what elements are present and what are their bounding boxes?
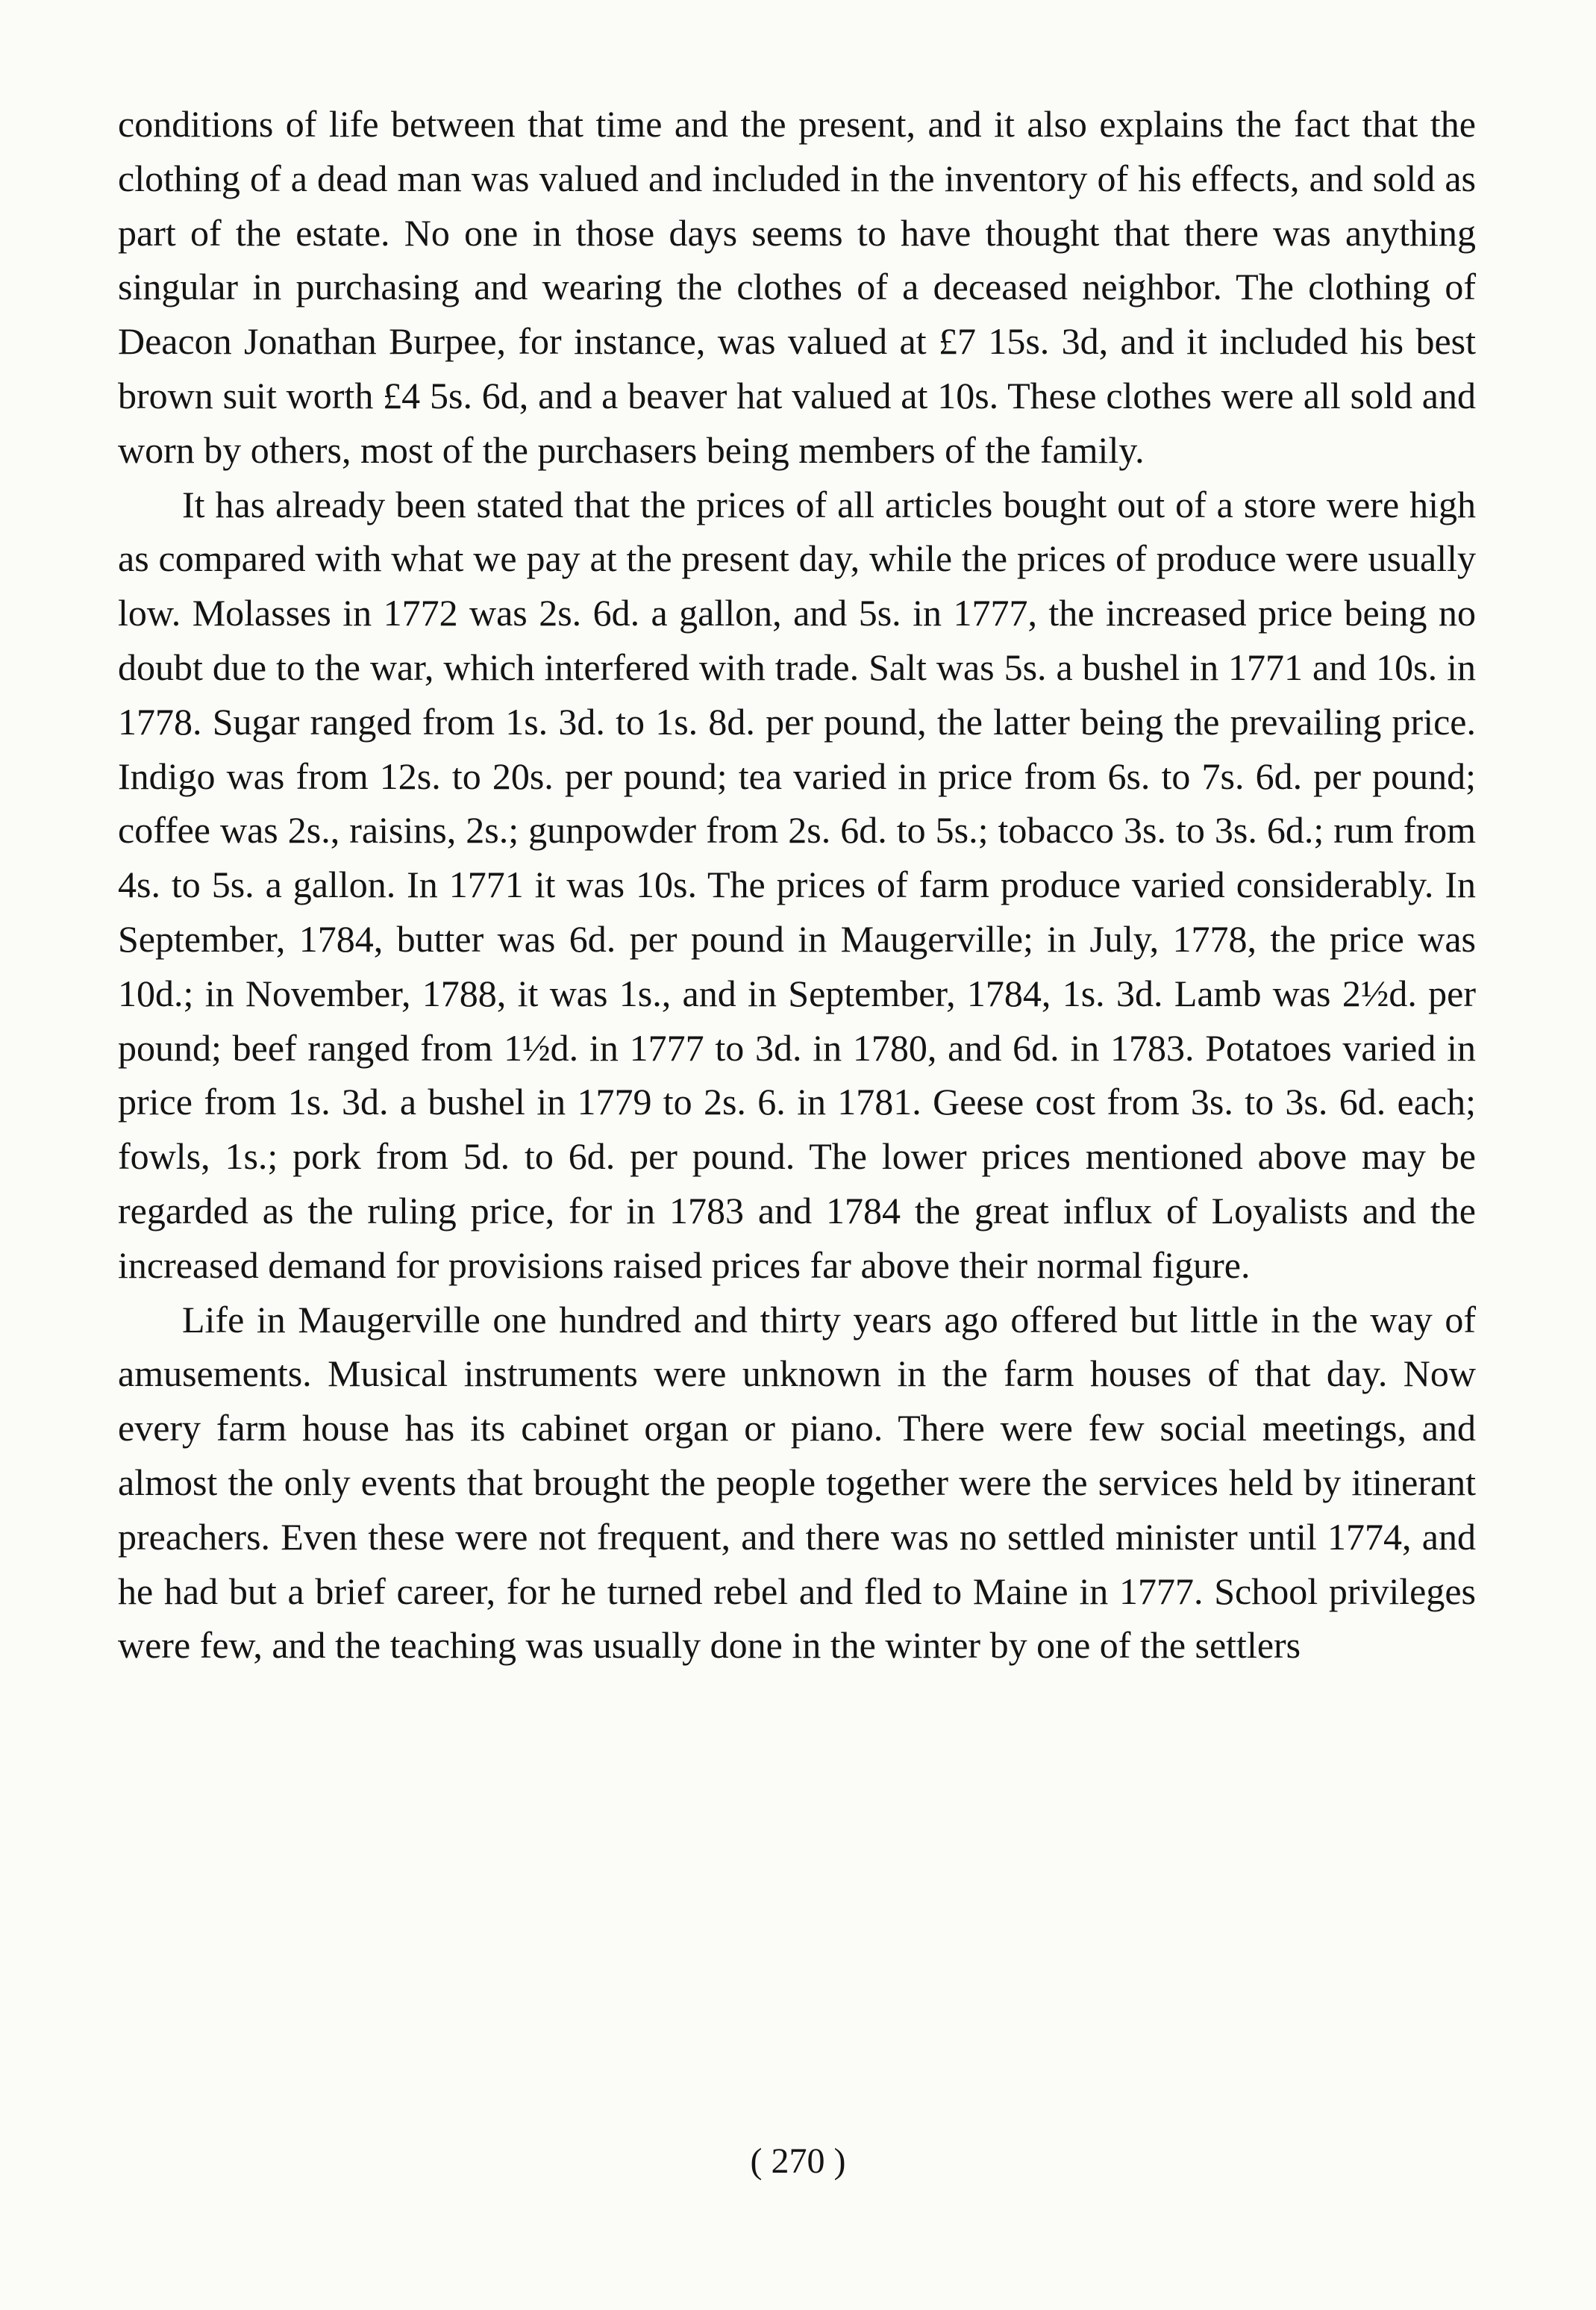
paragraph-prices: It has already been stated that the prices of all articles bought out of a store were high as compared with what we pay at the present day, while the prices of produce were usually low. Molasses in 1772 was 2s. 6d. a gallon, and 5s. in 1777, the increased price being no doubt due to the war, which interfered with trade. Salt was 5s. a bushel in 1771 and 10s. in 1778. Sugar ranged from 1s. 3d. to 1s. 8d. per pound, the latter being the prevailing price. Indigo was from 12s. to 20s. per pound; tea varied in price from 6s. to 7s. 6d. per pound; coffee was 2s., raisins, 2s.; gunpowder from 2s. 6d. to 5s.; tobacco 3s. to 3s. 6d.; rum from 4s. to 5s. a gallon. In 1771 it was 10s. The prices of farm produce varied considerably. In September, 1784, butter was 6d. per pound in Maugerville; in July, 1778, the price was 10d.; in November, 1788, it was 1s., and in September, 1784, 1s. 3d. Lamb was 2½d. per pound; beef ranged from 1½d. in 1777 to 3d. in 1780, and 6d. in 1783. Potatoes varied in price from 1s. 3d. a bushel in 1779 to 2s. 6. in 1781. Geese cost from 3s. to 3s. 6d. each; fowls, 1s.; pork from 5d. to 6d. per pound. The lower prices mentioned above may be regarded as the ruling price, for in 1783 and 1784 the great influx of Loyalists and the increased demand for provisions raised prices far above their normal figure. <box>118 483 1476 1286</box>
paragraph-clothing: conditions of life between that time and the present, and it also explains the fact that the clothing of a dead man was valued and included in the inventory of his effects, and sold as part of the estate. No one in those days seems to have thought that there was anything singular in purchasing and wearing the clothes of a deceased neighbor. The clothing of Deacon Jonathan Burpee, for instance, was valued at £7 15s. 3d, and it included his best brown suit worth £4 5s. 6d, and a beaver hat valued at 10s. These clothes were all sold and worn by others, most of the purchasers being members of the family. <box>118 103 1476 471</box>
page-body <box>118 97 1476 1673</box>
paragraph-amusements: Life in Maugerville one hundred and thirty years ago offered but little in the way of amusements. Musical instruments were unknown in the farm houses of that day. Now every farm house has its cabinet organ or piano. There were few social meetings, and almost the only events that brought the people together were the services held by itinerant preachers. Even these were not frequent, and there was no settled minister until 1774, and he had but a brief career, for he turned rebel and fled to Maine in 1777. School privileges were few, and the teaching was usually done in the winter by one of the settlers <box>118 1298 1476 1667</box>
page-number: ( 270 ) <box>750 2141 846 2181</box>
